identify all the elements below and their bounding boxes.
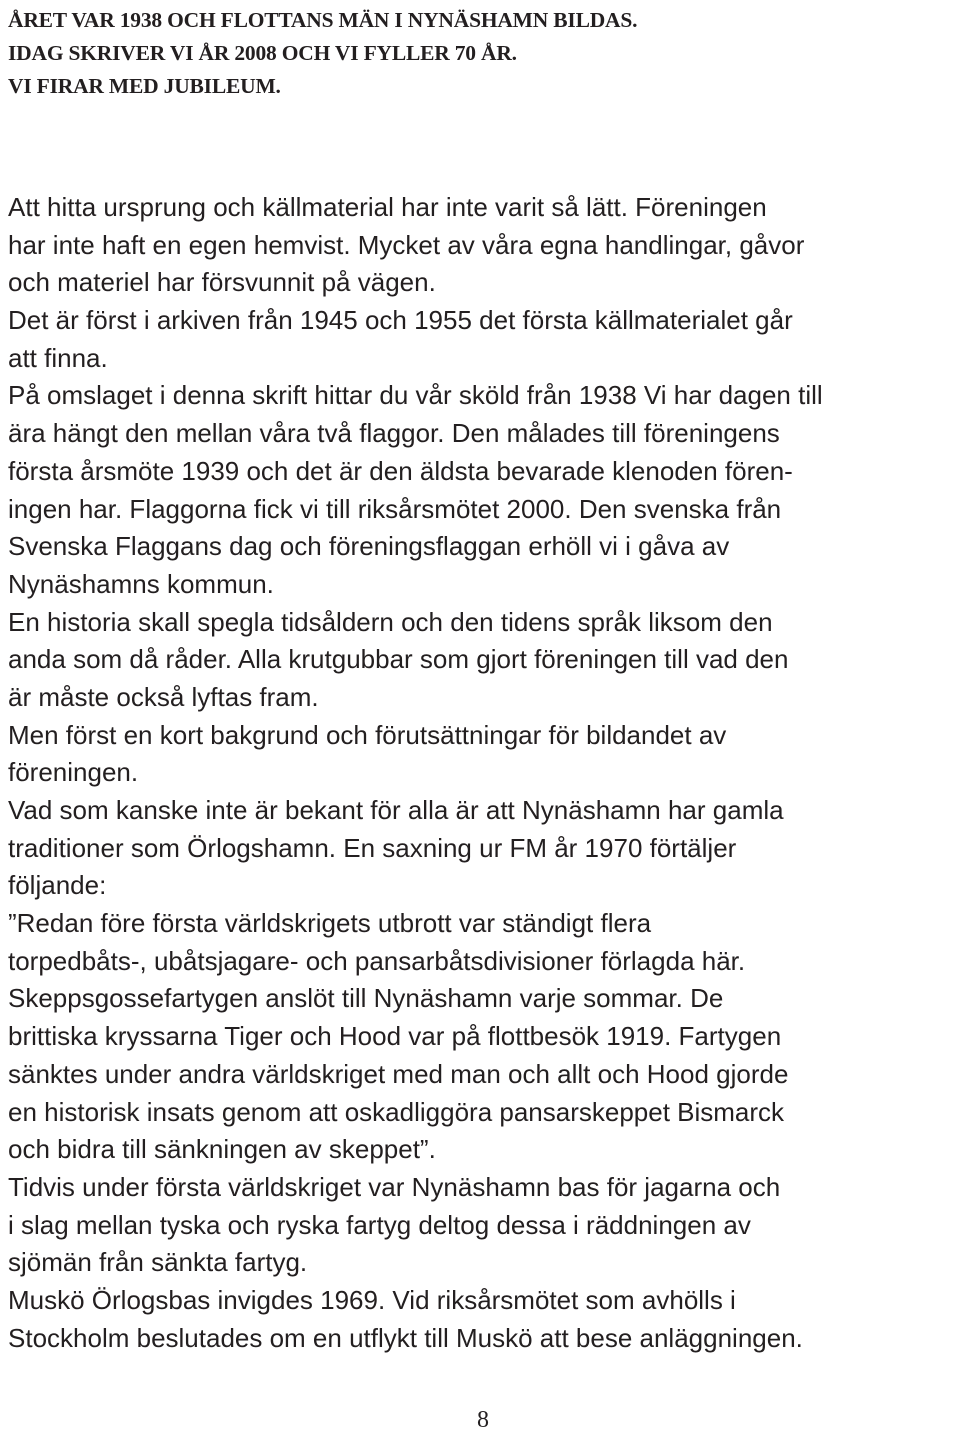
body-line: ära hängt den mellan våra två flaggor. Den målades till föreningens <box>8 418 780 449</box>
body-line: anda som då råder. Alla krutgubbar som gjort föreningen till vad den <box>8 644 789 675</box>
body-line: följande: <box>8 870 107 901</box>
body-text <box>8 189 958 1357</box>
heading-line: VI FIRAR MED JUBILEUM. <box>8 74 281 98</box>
body-line: en historisk insats genom att oskadliggöra pansarskeppet Bismarck <box>8 1096 785 1127</box>
body-line: Svenska Flaggans dag och föreningsflaggan erhöll vi i gåva av <box>8 531 730 562</box>
heading-line: IDAG SKRIVER VI ÅR 2008 OCH VI FYLLER 70 ÅR. <box>8 41 517 65</box>
body-line: brittiska kryssarna Tiger och Hood var på flottbesök 1919. Fartygen <box>8 1021 782 1052</box>
body-line: Vad som kanske inte är bekant för alla är att Nynäshamn har gamla <box>8 795 784 825</box>
heading <box>8 4 948 103</box>
body-line: Men först en kort bakgrund och förutsättningar för bildandet av <box>8 719 727 750</box>
body-line: Muskö Örlogsbas invigdes 1969. Vid riksårsmötet som avhölls i <box>8 1284 736 1315</box>
body-line: Det är först i arkiven från 1945 och 1955 det första källmaterialet går <box>8 305 793 336</box>
body-line: Stockholm beslutades om en utflykt till Muskö att bese anläggningen. <box>8 1322 803 1353</box>
body-line: första årsmöte 1939 och det är den äldsta bevarade klenoden fören- <box>8 455 793 486</box>
body-line: ingen har. Flaggorna fick vi till riksårsmötet 2000. Den svenska från <box>8 493 782 524</box>
body-line: Att hitta ursprung och källmaterial har inte varit så lätt. Föreningen <box>8 192 767 222</box>
body-line: är måste också lyftas fram. <box>8 681 319 712</box>
body-line: En historia skall spegla tidsåldern och den tidens språk liksom den <box>8 606 773 637</box>
body-line: föreningen. <box>8 757 139 788</box>
body-line: På omslaget i denna skrift hittar du vår sköld från 1938 Vi har dagen till <box>8 380 823 411</box>
body-line: traditioner som Örlogshamn. En saxning ur FM år 1970 förtäljer <box>8 832 737 863</box>
body-line: och materiel har försvunnit på vägen. <box>8 267 436 298</box>
body-line: Skeppsgossefartygen anslöt till Nynäshamn varje sommar. De <box>8 983 724 1014</box>
body-line: sänktes under andra världskriget med man och allt och Hood gjorde <box>8 1058 789 1089</box>
body-line: sjömän från sänkta fartyg. <box>8 1247 308 1278</box>
body-line: att finna. <box>8 342 108 373</box>
body-line: i slag mellan tyska och ryska fartyg deltog dessa i räddningen av <box>8 1209 751 1240</box>
heading-line: ÅRET VAR 1938 OCH FLOTTANS MÄN I NYNÄSHAMN BILDAS. <box>8 8 638 32</box>
body-line: Nynäshamns kommun. <box>8 568 274 599</box>
page-number: 8 <box>477 1407 489 1433</box>
body-line: torpedbåts-, ubåtsjagare- och pansarbåtsdivisioner förlagda här. <box>8 945 746 976</box>
body-line: och bidra till sänkningen av skeppet”. <box>8 1134 436 1165</box>
body-line: har inte haft en egen hemvist. Mycket av våra egna handlingar, gåvor <box>8 229 805 260</box>
body-line: ”Redan före första världskrigets utbrott var ständigt flera <box>8 908 652 939</box>
body-line: Tidvis under första världskriget var Nynäshamn bas för jagarna och <box>8 1171 781 1202</box>
